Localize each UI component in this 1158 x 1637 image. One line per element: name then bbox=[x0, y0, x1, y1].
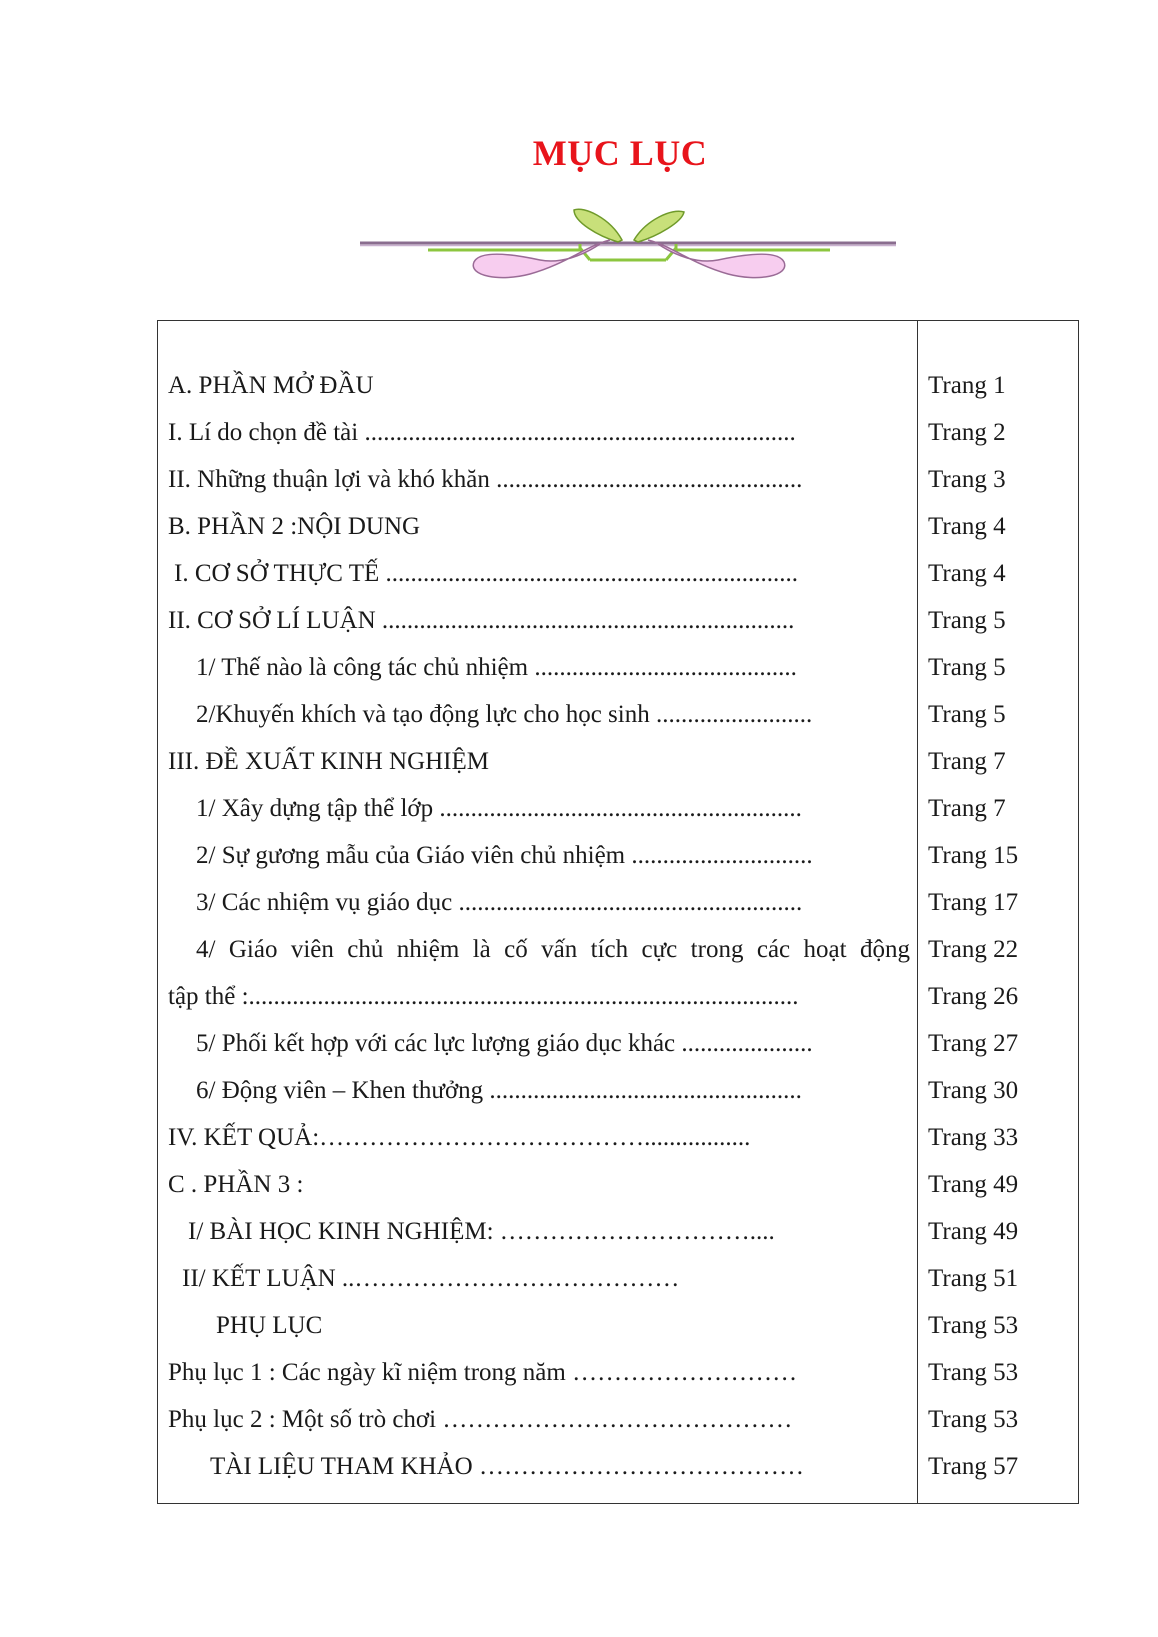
toc-row bbox=[168, 1443, 1048, 1490]
toc-row bbox=[168, 691, 1048, 738]
toc-page: Trang 33 bbox=[928, 1124, 1019, 1151]
toc-row bbox=[168, 1255, 1048, 1302]
toc-page: Trang 53 bbox=[928, 1359, 1019, 1386]
toc-row bbox=[168, 1020, 1048, 1067]
toc-row bbox=[168, 644, 1048, 691]
toc-row bbox=[168, 456, 1048, 503]
toc-row bbox=[168, 1208, 1048, 1255]
toc-page: Trang 57 bbox=[928, 1453, 1019, 1480]
leaf-right-icon bbox=[634, 211, 684, 242]
toc-label: II/ KẾT LUẬN ..………………………………… bbox=[182, 1265, 680, 1292]
toc-label: II. CƠ SỞ LÍ LUẬN .................................................................. bbox=[168, 607, 795, 634]
toc-row bbox=[168, 1349, 1048, 1396]
toc-row bbox=[168, 409, 1048, 456]
toc-label: 4/ Giáo viên chủ nhiệm là cố vấn tích cực trong các hoạt động bbox=[196, 936, 910, 963]
toc-page: Trang 1 bbox=[928, 372, 1006, 399]
toc-label: IV. KẾT QUẢ:…………………………………................. bbox=[168, 1124, 751, 1151]
toc-label: 1/ Xây dựng tập thể lớp .......................................................... bbox=[196, 795, 802, 822]
toc-entries bbox=[168, 362, 1048, 1490]
toc-page: Trang 53 bbox=[928, 1406, 1019, 1433]
toc-page: Trang 22 bbox=[928, 936, 1019, 963]
toc-row bbox=[168, 973, 1048, 1020]
toc-label: 1/ Thế nào là công tác chủ nhiệm .......................................... bbox=[196, 654, 797, 681]
toc-page: Trang 7 bbox=[928, 795, 1006, 822]
toc-row bbox=[168, 1396, 1048, 1443]
toc-page: Trang 49 bbox=[928, 1171, 1019, 1198]
toc-label: II. Những thuận lợi và khó khăn ................................................. bbox=[168, 466, 803, 493]
toc-label: A. PHẦN MỞ ĐẦU bbox=[168, 372, 374, 399]
toc-label: 6/ Động viên – Khen thưởng .................................................. bbox=[196, 1077, 802, 1104]
toc-label: B. PHẦN 2 :NỘI DUNG bbox=[168, 513, 421, 540]
leaf-left-icon bbox=[574, 209, 622, 242]
toc-label: 2/ Sự gương mẫu của Giáo viên chủ nhiệm ............................. bbox=[196, 842, 813, 869]
toc-page: Trang 5 bbox=[928, 607, 1006, 634]
toc-label: 3/ Các nhiệm vụ giáo dục ....................................................... bbox=[196, 889, 803, 916]
toc-page: Trang 5 bbox=[928, 701, 1006, 728]
toc-page: Trang 27 bbox=[928, 1030, 1019, 1057]
toc-page: Trang 7 bbox=[928, 748, 1006, 775]
toc-label: PHỤ LỤC bbox=[216, 1312, 323, 1339]
toc-row bbox=[168, 785, 1048, 832]
toc-page: Trang 26 bbox=[928, 983, 1019, 1010]
toc-page: Trang 53 bbox=[928, 1312, 1019, 1339]
toc-label: I. Lí do chọn đề tài ..................................................................... bbox=[168, 419, 796, 446]
toc-page: Trang 3 bbox=[928, 466, 1006, 493]
toc-row bbox=[168, 503, 1048, 550]
toc-page: Trang 4 bbox=[928, 560, 1006, 587]
toc-page: Trang 30 bbox=[928, 1077, 1019, 1104]
toc-row bbox=[168, 926, 1048, 973]
toc-row bbox=[168, 1067, 1048, 1114]
toc-row bbox=[168, 362, 1048, 409]
toc-label: tập thể :........................................................................................ bbox=[168, 983, 799, 1010]
toc-page: Trang 17 bbox=[928, 889, 1019, 916]
decorative-divider bbox=[360, 200, 896, 290]
toc-label: I/ BÀI HỌC KINH NGHIỆM: ………………………….... bbox=[188, 1218, 775, 1245]
toc-label: 2/Khuyến khích và tạo động lực cho học sinh ......................... bbox=[196, 701, 813, 728]
toc-row bbox=[168, 597, 1048, 644]
toc-label: Phụ lục 2 : Một số trò chơi …………………………………… bbox=[168, 1406, 793, 1433]
page-title: MỤC LỤC bbox=[532, 133, 708, 173]
toc-label: TÀI LIỆU THAM KHẢO ………………………………… bbox=[210, 1453, 804, 1480]
toc-page: Trang 4 bbox=[928, 513, 1006, 540]
toc-row bbox=[168, 879, 1048, 926]
toc-label: C . PHẦN 3 : bbox=[168, 1171, 304, 1198]
toc-page: Trang 51 bbox=[928, 1265, 1019, 1292]
toc-row bbox=[168, 1114, 1048, 1161]
toc-label: 5/ Phối kết hợp với các lực lượng giáo dục khác ..................... bbox=[196, 1030, 813, 1057]
toc-page: Trang 49 bbox=[928, 1218, 1019, 1245]
toc-row bbox=[168, 1302, 1048, 1349]
toc-page: Trang 5 bbox=[928, 654, 1006, 681]
toc-row bbox=[168, 738, 1048, 785]
toc-label: Phụ lục 1 : Các ngày kĩ niệm trong năm ……………………… bbox=[168, 1359, 798, 1386]
toc-row bbox=[168, 550, 1048, 597]
toc-page: Trang 15 bbox=[928, 842, 1019, 869]
toc-row bbox=[168, 1161, 1048, 1208]
toc-row bbox=[168, 832, 1048, 879]
toc-page: Trang 2 bbox=[928, 419, 1006, 446]
toc-label: I. CƠ SỞ THỰC TẾ .................................................................. bbox=[174, 560, 799, 587]
toc-label: III. ĐỀ XUẤT KINH NGHIỆM bbox=[168, 748, 490, 775]
